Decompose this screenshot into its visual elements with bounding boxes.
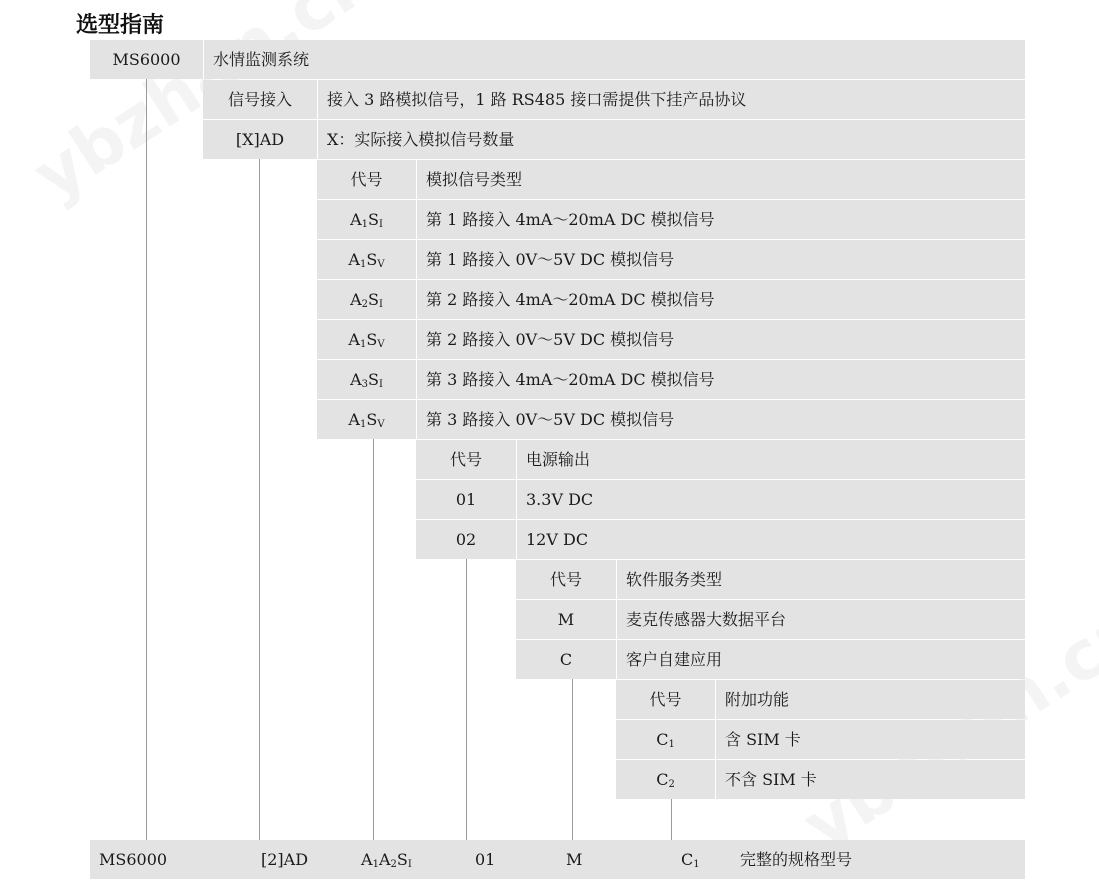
row-ad-code: [X]AD: [203, 120, 317, 159]
connector-line-signal: [373, 439, 374, 840]
signal-code-a2si: $A_2S_I$: [317, 280, 416, 319]
signal-desc-4: 第 2 路接入 0V～5V DC 模拟信号: [416, 320, 1025, 359]
summary-service: M: [566, 850, 583, 869]
column-divider: [203, 40, 204, 79]
signal-desc-6: 第 3 路接入 0V～5V DC 模拟信号: [416, 400, 1025, 439]
page-title: 选型指南: [76, 13, 165, 38]
power-header-desc: 电源输出: [516, 440, 1025, 479]
summary-power: 01: [475, 850, 496, 869]
extra-desc-c2: 不含 SIM 卡: [715, 760, 1025, 799]
extra-code-c2: $C_2$: [616, 760, 715, 799]
row-signal-input-label: 信号接入: [203, 80, 317, 119]
signal-desc-5: 第 3 路接入 4mA～20mA DC 模拟信号: [416, 360, 1025, 399]
connector-line-service: [572, 679, 573, 840]
power-desc-02: 12V DC: [516, 520, 1025, 559]
extra-code-c1: $C_1$: [616, 720, 715, 759]
extra-header-desc: 附加功能: [715, 680, 1025, 719]
service-code-c: C: [516, 640, 616, 679]
extra-desc-c1: 含 SIM 卡: [715, 720, 1025, 759]
summary-row: [90, 840, 1025, 879]
summary-label: 完整的规格型号: [740, 850, 853, 869]
service-desc-m: 麦克传感器大数据平台: [616, 600, 1025, 639]
column-divider: [715, 680, 716, 799]
signal-code-a3si: $A_3S_I$: [317, 360, 416, 399]
signal-desc-3: 第 2 路接入 4mA～20mA DC 模拟信号: [416, 280, 1025, 319]
row-model-code: MS6000: [90, 40, 203, 79]
signal-code-a1sv-3: $A_1S_V$: [317, 400, 416, 439]
column-divider: [416, 160, 417, 439]
row-ad-desc: X：实际接入模拟信号数量: [317, 120, 1025, 159]
service-desc-c: 客户自建应用: [616, 640, 1025, 679]
service-header-desc: 软件服务类型: [616, 560, 1025, 599]
summary-ad: [2]AD: [261, 850, 309, 869]
connector-line-power: [466, 559, 467, 840]
signal-code-a1sv-2: $A_1S_V$: [317, 320, 416, 359]
summary-signal: $A_1A_2S_I$: [361, 850, 412, 870]
signal-code-a1sv: $A_1S_V$: [317, 240, 416, 279]
column-divider: [616, 560, 617, 679]
connector-line-ad: [259, 159, 260, 840]
column-divider: [516, 440, 517, 559]
power-desc-01: 3.3V DC: [516, 480, 1025, 519]
row-signal-input-desc: 接入 3 路模拟信号，1 路 RS485 接口需提供下挂产品协议: [317, 80, 1025, 119]
power-code-02: 02: [416, 520, 516, 559]
summary-model: MS6000: [99, 850, 168, 869]
connector-line-extra: [671, 799, 672, 840]
row-model-desc: 水情监测系统: [203, 40, 1025, 79]
signal-header-desc: 模拟信号类型: [416, 160, 1025, 199]
connector-line-model: [146, 79, 147, 840]
summary-extra: $C_1$: [681, 850, 700, 870]
column-divider: [317, 80, 318, 159]
power-header-code: 代号: [416, 440, 516, 479]
service-header-code: 代号: [516, 560, 616, 599]
extra-header-code: 代号: [616, 680, 715, 719]
power-code-01: 01: [416, 480, 516, 519]
signal-desc-1: 第 1 路接入 4mA～20mA DC 模拟信号: [416, 200, 1025, 239]
signal-header-code: 代号: [317, 160, 416, 199]
signal-code-a1si: $A_1S_I$: [317, 200, 416, 239]
signal-desc-2: 第 1 路接入 0V～5V DC 模拟信号: [416, 240, 1025, 279]
service-code-m: M: [516, 600, 616, 639]
